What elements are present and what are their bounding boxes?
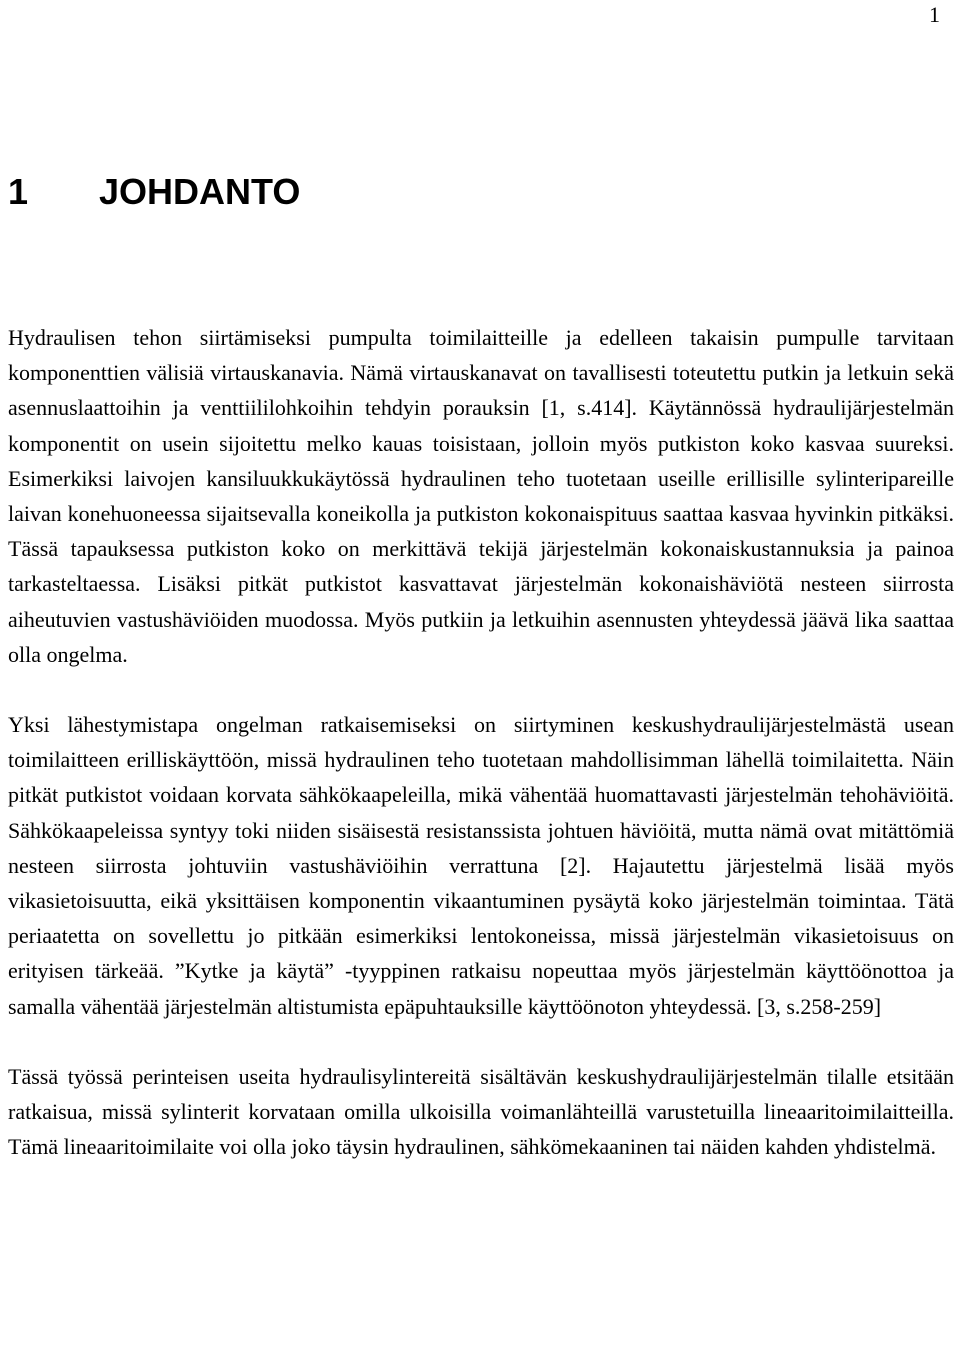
- paragraph-3: Tässä työssä perinteisen useita hydraulisylintereitä sisältävän keskushydraulijärjestelmän tilalle etsitään ratkaisua, missä sylinterit korvataan omilla ulkoisilla voimanlähteillä varustetuilla lineaaritoimilaitteilla. Tämä lineaaritoimilaite voi olla joko täysin hydraulinen, sähkömekaaninen tai näiden kahden yhdistelmä.: [8, 1063, 954, 1160]
- chapter-title: JOHDANTO: [99, 171, 301, 212]
- page-number: 1: [929, 2, 940, 27]
- chapter-heading: [8, 168, 300, 216]
- paragraph-2: Yksi lähestymistapa ongelman ratkaisemiseksi on siirtyminen keskushydraulijärjestelmästä usean toimilaitteen erilliskäyttöön, missä hydraulinen teho tuotetaan mahdollisimman lähellä toimilaitetta. Näin pitkät putkistot voidaan korvata sähkökaapeleilla, mikä vähentää huomattavasti järjestelmän tehohäviöitä. Sähkökaapeleissa syntyy toki niiden sisäisestä resistanssista johtuen häviöitä, mutta nämä ovat mitättömiä nesteen siirrosta johtuviin vastushäviöihin verrattuna [2]. Hajautettu järjestelmä lisää myös vikasietoisuutta, eikä yksittäisen komponentin vikaantuminen pysäytä koko järjestelmän toimintaa. Tätä periaatetta on sovellettu jo pitkään esimerkiksi lentokoneissa, missä järjestelmän vikasietoisuus on erityisen tärkeää. ”Kytke ja käytä” -tyyppinen ratkaisu nopeuttaa myös järjestelmän käyttöönottoa ja samalla vähentää järjestelmän altistumista epäpuhtauksille käyttöönoton yhteydessä. [3, s.258-259]: [8, 712, 954, 1019]
- paragraph-1: Hydraulisen tehon siirtämiseksi pumpulta toimilaitteille ja edelleen takaisin pumpulle tarvitaan komponenttien välisiä virtauskanavia. Nämä virtauskanavat on tavallisesti toteutettu putkin ja letkuin sekä asennuslaattoihin ja venttiililohkoihin tehdyin porauksin [1, s.414]. Käytännössä hydraulijärjestelmän komponentit on usein sijoitettu melko kauas toisistaan, jolloin myös putkiston koko kasvaa suureksi. Esimerkiksi laivojen kansiluukkukäytössä hydraulinen teho tuotetaan useille erillisille sylinteripareille laivan konehuoneessa sijaitsevalla koneikolla ja putkiston kokonaispituus saattaa kasvaa hyvinkin pitkäksi. Tässä tapauksessa putkiston koko on merkittävä tekijä järjestelmän kokonaiskustannuksia ja painoa tarkasteltaessa. Lisäksi pitkät putkistot kasvattavat järjestelmän kokonaishäviötä nesteen siirrosta aiheutuvien vastushäviöiden muodossa. Myös putkiin ja letkuihin asennusten yhteydessä jäävä lika saattaa olla ongelma.: [8, 325, 954, 667]
- chapter-number: 1: [8, 171, 29, 212]
- body-text: [8, 320, 954, 1164]
